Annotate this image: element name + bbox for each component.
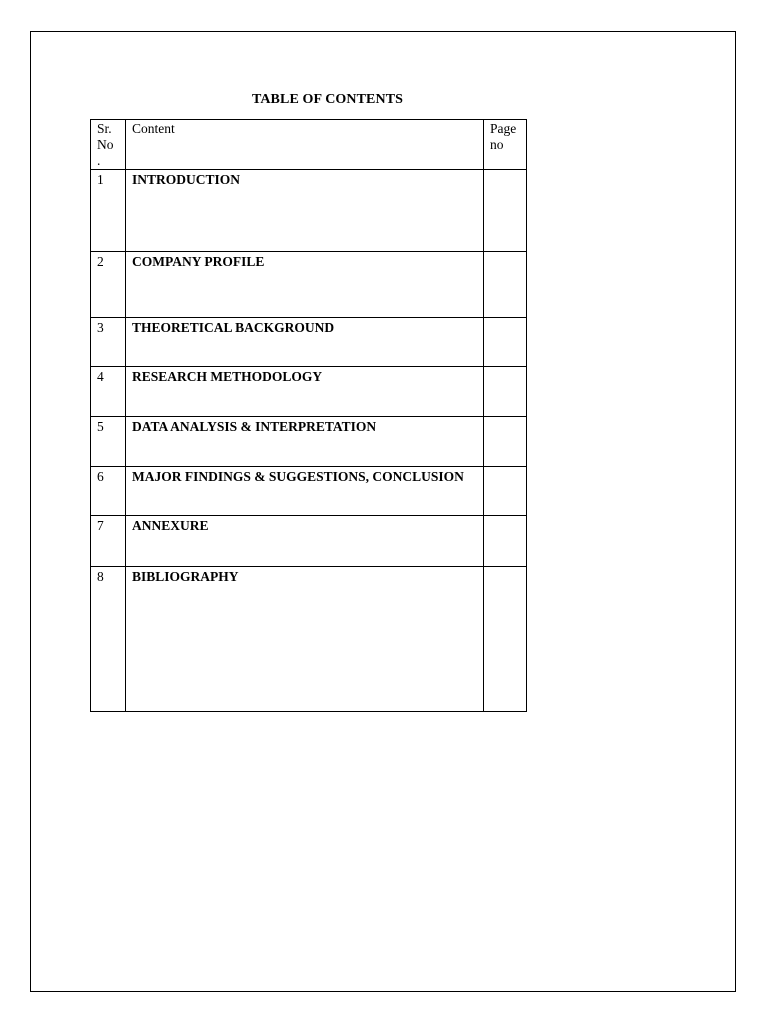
row-sr-number: 8 xyxy=(91,567,126,712)
row-content: THEORETICAL BACKGROUND xyxy=(126,318,484,367)
row-content: DATA ANALYSIS & INTERPRETATION xyxy=(126,417,484,467)
row-content: RESEARCH METHODOLOGY xyxy=(126,367,484,417)
row-content: MAJOR FINDINGS & SUGGESTIONS, CONCLUSION xyxy=(126,467,484,516)
table-row xyxy=(91,170,527,252)
row-sr-number: 4 xyxy=(91,367,126,417)
row-content: COMPANY PROFILE xyxy=(126,252,484,318)
row-page-number xyxy=(484,170,527,252)
row-page-number xyxy=(484,367,527,417)
header-page-no: Page no xyxy=(484,120,527,170)
table-header-row xyxy=(91,120,527,170)
row-content: BIBLIOGRAPHY xyxy=(126,567,484,712)
row-sr-number: 3 xyxy=(91,318,126,367)
row-page-number xyxy=(484,417,527,467)
page-title: TABLE OF CONTENTS xyxy=(251,92,404,107)
table-row xyxy=(91,467,527,516)
row-sr-number: 2 xyxy=(91,252,126,318)
table-row xyxy=(91,367,527,417)
table-row xyxy=(91,252,527,318)
row-content: INTRODUCTION xyxy=(126,170,484,252)
table-row xyxy=(91,567,527,712)
row-page-number xyxy=(484,252,527,318)
table-row xyxy=(91,417,527,467)
header-sr-no-label: Sr. No . xyxy=(97,121,114,168)
header-content: Content xyxy=(126,120,484,170)
row-sr-number: 6 xyxy=(91,467,126,516)
table-row xyxy=(91,318,527,367)
table-of-contents xyxy=(90,119,527,712)
row-page-number xyxy=(484,467,527,516)
row-content: ANNEXURE xyxy=(126,516,484,567)
row-sr-number: 7 xyxy=(91,516,126,567)
row-sr-number: 5 xyxy=(91,417,126,467)
row-page-number xyxy=(484,318,527,367)
row-sr-number: 1 xyxy=(91,170,126,252)
header-sr-no xyxy=(91,120,126,170)
row-page-number xyxy=(484,516,527,567)
table-row xyxy=(91,516,527,567)
row-page-number xyxy=(484,567,527,712)
